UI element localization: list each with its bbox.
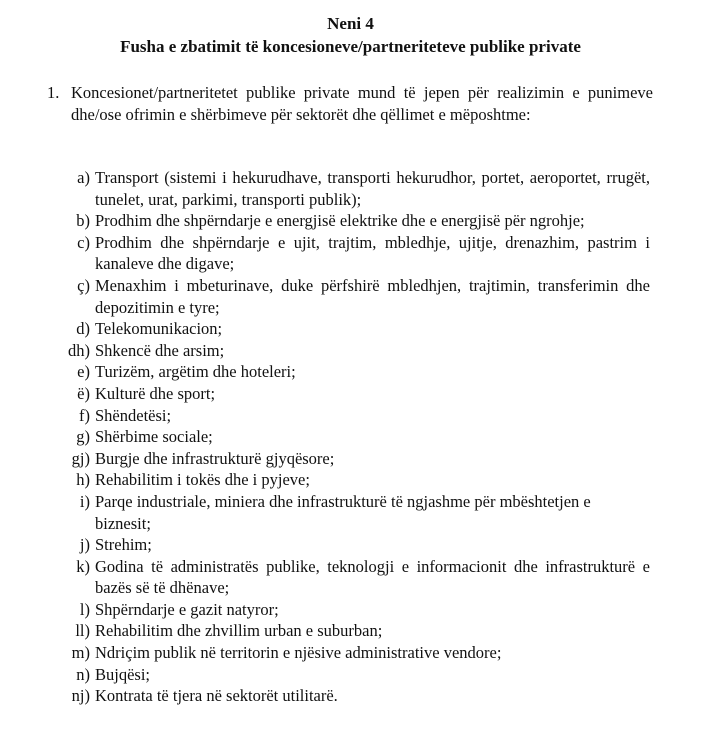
list-item-text: Ndriçim publik në territorin e njësive administrative vendore; bbox=[95, 643, 502, 663]
list-item-label: h) bbox=[76, 470, 90, 490]
list-item bbox=[0, 664, 701, 686]
list-item-label: m) bbox=[71, 643, 90, 663]
list-item bbox=[0, 167, 701, 210]
list-item-text: Kulturë dhe sport; bbox=[95, 383, 216, 403]
article-number: Neni 4 bbox=[327, 14, 374, 33]
list-item bbox=[0, 642, 701, 664]
list-item-label: e) bbox=[77, 362, 90, 382]
list-item-label: g) bbox=[76, 427, 90, 447]
list-item-label: d) bbox=[76, 319, 90, 339]
list-item-label: k) bbox=[76, 556, 90, 576]
list-item-text: Strehim; bbox=[95, 535, 152, 555]
list-item bbox=[0, 426, 701, 448]
list-item-label: f) bbox=[79, 405, 90, 425]
paragraph-number: 1. bbox=[47, 83, 60, 102]
paragraph-text: Koncesionet/partneritetet publike private mund të jepen për realizimin e punimeve dhe/ose ofrimin e shërbimeve për sektorët dhe qëllimet e mëposhtme: bbox=[71, 83, 653, 124]
list-item-text: Shëndetësi; bbox=[95, 405, 172, 425]
list-item bbox=[0, 448, 701, 470]
list-item bbox=[0, 556, 701, 599]
list-item bbox=[0, 620, 701, 642]
list-item-text: Shpërndarje e gazit natyror; bbox=[95, 599, 279, 619]
list-item-text: Prodhim dhe shpërndarje e ujit, trajtim, mbledhje, ujitje, drenazhim, pastrim i kanaleve dhe digave; bbox=[95, 232, 650, 274]
list-item-label: i) bbox=[79, 491, 90, 511]
list-item bbox=[0, 491, 701, 534]
list-item bbox=[0, 340, 701, 362]
list-item bbox=[0, 275, 701, 318]
list-item bbox=[0, 232, 701, 275]
article-heading: Fusha e zbatimit të koncesioneve/partneriteteve publike private bbox=[120, 37, 581, 56]
list-item bbox=[0, 685, 701, 707]
list-item-text: Telekomunikacion; bbox=[95, 319, 223, 339]
sector-list bbox=[0, 167, 701, 707]
list-item-text: Transport (sistemi i hekurudhave, transporti hekurudhor, portet, aeroportet, rrugët, tunelet, urat, parkimi, transporti publik); bbox=[95, 168, 650, 209]
list-item bbox=[0, 318, 701, 340]
list-item-label: gj) bbox=[71, 448, 90, 468]
list-item-text: Shkencë dhe arsim; bbox=[95, 340, 225, 360]
list-item-text: Parqe industriale, miniera dhe infrastrukturë të ngjashme për mbështetjen e biznesit; bbox=[95, 491, 591, 533]
list-item-text: Prodhim dhe shpërndarje e energjisë elektrike dhe e energjisë për ngrohje; bbox=[95, 211, 585, 231]
list-item-text: Shërbime sociale; bbox=[95, 427, 213, 447]
list-item-label: ç) bbox=[77, 275, 90, 295]
list-item-label: l) bbox=[79, 599, 90, 619]
list-item-label: c) bbox=[77, 232, 90, 252]
list-item bbox=[0, 383, 701, 405]
list-item bbox=[0, 361, 701, 383]
list-item-text: Menaxhim i mbeturinave, duke përfshirë mbledhjen, trajtimin, transferimin dhe depozitimin e tyre; bbox=[95, 275, 650, 317]
list-item-text: Turizëm, argëtim dhe hoteleri; bbox=[95, 362, 296, 382]
list-item bbox=[0, 599, 701, 621]
list-item-text: Rehabilitim dhe zhvillim urban e suburban; bbox=[95, 621, 383, 641]
list-item bbox=[0, 534, 701, 556]
list-item-text: Rehabilitim i tokës dhe i pyjeve; bbox=[95, 470, 310, 490]
list-item bbox=[0, 469, 701, 491]
list-item-label: j) bbox=[79, 535, 90, 555]
list-item-text: Kontrata të tjera në sektorët utilitarë. bbox=[95, 686, 338, 706]
list-item-label: dh) bbox=[68, 340, 90, 360]
list-item-label: nj) bbox=[71, 686, 90, 706]
list-item-label: ë) bbox=[77, 383, 90, 403]
list-item-text: Godina të administratës publike, teknologji e informacionit dhe infrastrukturë e bazës së të dhënave; bbox=[95, 556, 650, 598]
list-item-text: Burgje dhe infrastrukturë gjyqësore; bbox=[95, 448, 335, 468]
list-item bbox=[0, 405, 701, 427]
list-item bbox=[0, 210, 701, 232]
list-item-label: n) bbox=[76, 664, 90, 684]
paragraph-1 bbox=[47, 82, 653, 126]
list-item-label: ll) bbox=[75, 621, 90, 641]
list-item-text: Bujqësi; bbox=[95, 664, 151, 684]
list-item-label: a) bbox=[77, 168, 90, 187]
list-item-label: b) bbox=[76, 211, 90, 231]
